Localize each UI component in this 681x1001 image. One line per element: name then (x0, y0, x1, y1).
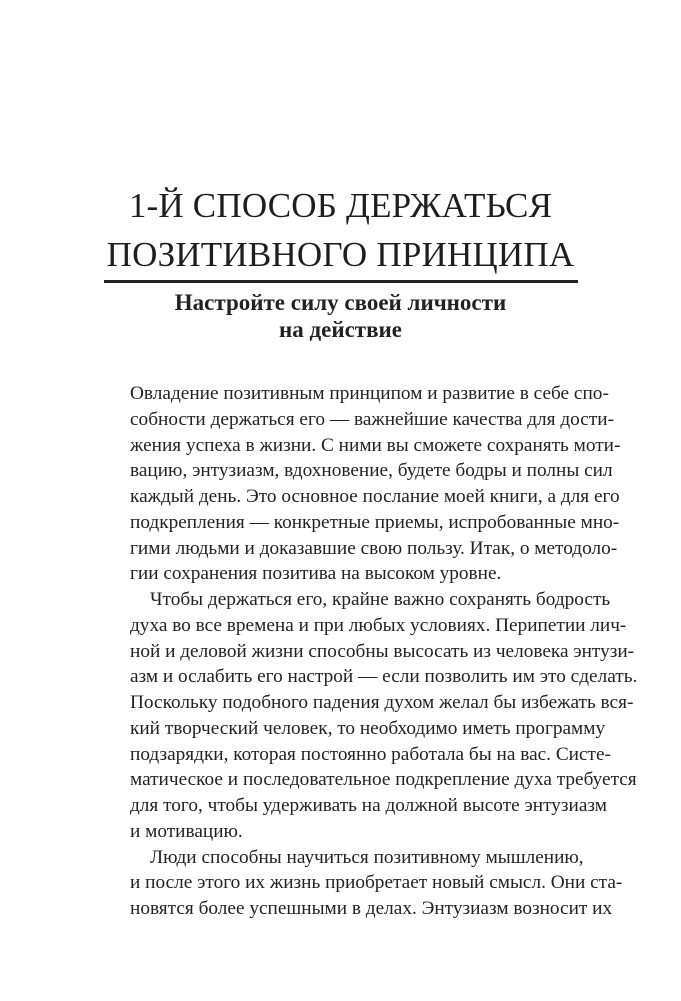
text-line: подзарядки, которая постоянно работала бы на вас. Систе- (130, 743, 611, 765)
text-line: и после этого их жизнь приобретает новый смысл. Они ста- (130, 872, 623, 894)
text-line: кий творческий человек, то необходимо иметь программу (130, 717, 606, 739)
text-line: гими людьми и доказавшие свою пользу. Итак, о методоло- (130, 537, 618, 559)
title-underline (104, 280, 578, 283)
text-line: собности держаться его — важнейшие качества для дости- (130, 408, 615, 430)
text-line: для того, чтобы удерживать на должной высоте энтузиазм (130, 795, 607, 816)
text-line: азм и ослабить его настрой — если позволить им это сделать. (130, 666, 638, 688)
text-line: духа во все времена и при любых условиях. Перипетии лич- (130, 614, 627, 636)
subtitle-line-1: Настройте силу своей личности (174, 290, 507, 315)
text-line: Чтобы держаться его, крайне важно сохранять бодрость (150, 589, 611, 610)
body-text (130, 381, 638, 922)
text-line: ной и деловой жизни способны высосать из человека энтузи- (130, 640, 635, 662)
text-line: Люди способны научиться позитивному мышлению, (150, 846, 584, 868)
text-line: каждый день. Это основное послание моей книги, а для его (130, 486, 620, 507)
text-line: Овладение позитивным принципом и развитие в себе спо- (130, 383, 609, 404)
text-line: и мотивацию. (130, 820, 243, 842)
chapter-title-line-2: ПОЗИТИВНОГО ПРИНЦИПА (106, 235, 575, 274)
text-line: новятся более успешными в делах. Энтузиазм возносит их (130, 898, 613, 919)
chapter-title-line-1: 1-Й СПОСОБ ДЕРЖАТЬСЯ (128, 186, 553, 225)
text-line: вацию, энтузиазм, вдохновение, будете бодры и полны сил (130, 460, 613, 482)
text-line: Поскольку подобного падения духом желал бы избежать вся- (130, 692, 634, 713)
text-line: матическое и последовательное подкрепление духа требуется (130, 769, 637, 791)
subtitle-line-2: на действие (279, 317, 402, 342)
text-line: гии сохранения позитива на высоком уровне. (130, 563, 502, 585)
text-line: подкрепления — конкретные приемы, испробованные мно- (130, 511, 620, 533)
text-line: жения успеха в жизни. С ними вы сможете сохранять моти- (130, 434, 621, 456)
